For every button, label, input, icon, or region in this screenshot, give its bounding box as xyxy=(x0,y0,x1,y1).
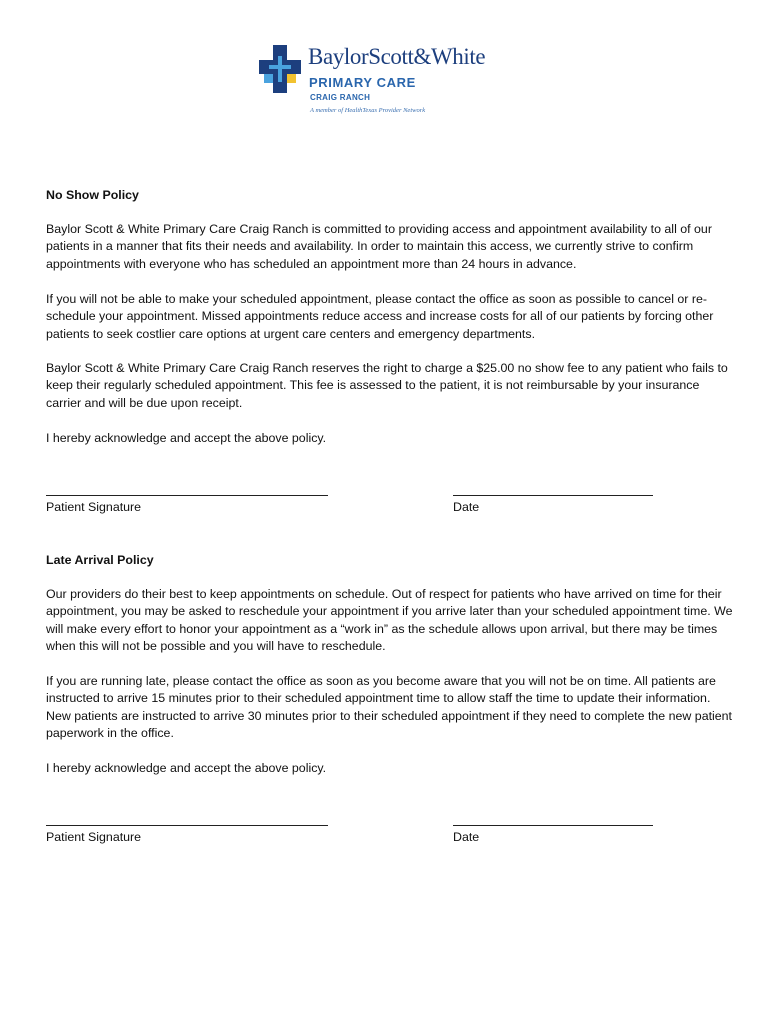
brand-name: BaylorScott&White xyxy=(308,44,486,69)
late-arrival-signature-label: Patient Signature xyxy=(46,830,142,844)
no-show-date-line[interactable] xyxy=(453,495,653,496)
no-show-signature-line[interactable] xyxy=(46,495,328,496)
late-arrival-title: Late Arrival Policy xyxy=(46,553,154,567)
late-arrival-paragraph-1: Our providers do their best to keep appointments on schedule. Out of respect for patients who have arrived on time for their appointment, you may be asked to reschedule your appointment if you arrive later than your scheduled appointment time. We will make every effort to honor your appointment as a “work in” as the schedule allows upon arrival, but there may be times when this will not be possible and you will have to reschedule. xyxy=(46,587,733,654)
no-show-signature-label: Patient Signature xyxy=(46,500,142,514)
no-show-paragraph-3: Baylor Scott & White Primary Care Craig Ranch reserves the right to charge a $25.00 no show fee to any patient who fails to keep their regularly scheduled appointment. This fee is assessed to the patient, it is not reimbursable by your insurance carrier and will be due upon receipt. xyxy=(46,361,728,410)
practice-logo xyxy=(257,40,517,120)
late-arrival-acknowledgement: I hereby acknowledge and accept the above policy. xyxy=(46,761,327,775)
cross-logo-icon xyxy=(257,44,303,94)
no-show-acknowledgement: I hereby acknowledge and accept the above policy. xyxy=(46,431,327,445)
brand-network: A member of HealthTexas Provider Network xyxy=(310,107,426,114)
late-arrival-signature-line[interactable] xyxy=(46,825,328,826)
no-show-date-label: Date xyxy=(453,500,480,514)
no-show-paragraph-1: Baylor Scott & White Primary Care Craig Ranch is committed to providing access and appointment availability to all of our patients in a manner that fits their needs and availability. In order to maintain this access, we currently strive to confirm appointments with everyone who has scheduled an appointment more than 24 hours in advance. xyxy=(46,222,712,271)
late-arrival-date-label: Date xyxy=(453,830,480,844)
late-arrival-paragraph-2: If you are running late, please contact the office as soon as you become aware that you will not be on time. All patients are instructed to arrive 15 minutes prior to their scheduled appointment time to allow staff the time to update their information. New patients are instructed to arrive 30 minutes prior to their scheduled appointment if they need to complete the new patient paperwork in the office. xyxy=(46,674,733,741)
no-show-paragraph-2: If you will not be able to make your scheduled appointment, please contact the office as soon as possible to cancel or re-schedule your appointment. Missed appointments reduce access and increase costs for all of our patients by forcing other patients to seek costlier care options at urgent care centers and emergency departments. xyxy=(46,292,714,341)
brand-location: CRAIG RANCH xyxy=(310,93,371,102)
brand-primary-care: PRIMARY CARE xyxy=(309,75,416,90)
no-show-title: No Show Policy xyxy=(46,188,139,202)
late-arrival-date-line[interactable] xyxy=(453,825,653,826)
